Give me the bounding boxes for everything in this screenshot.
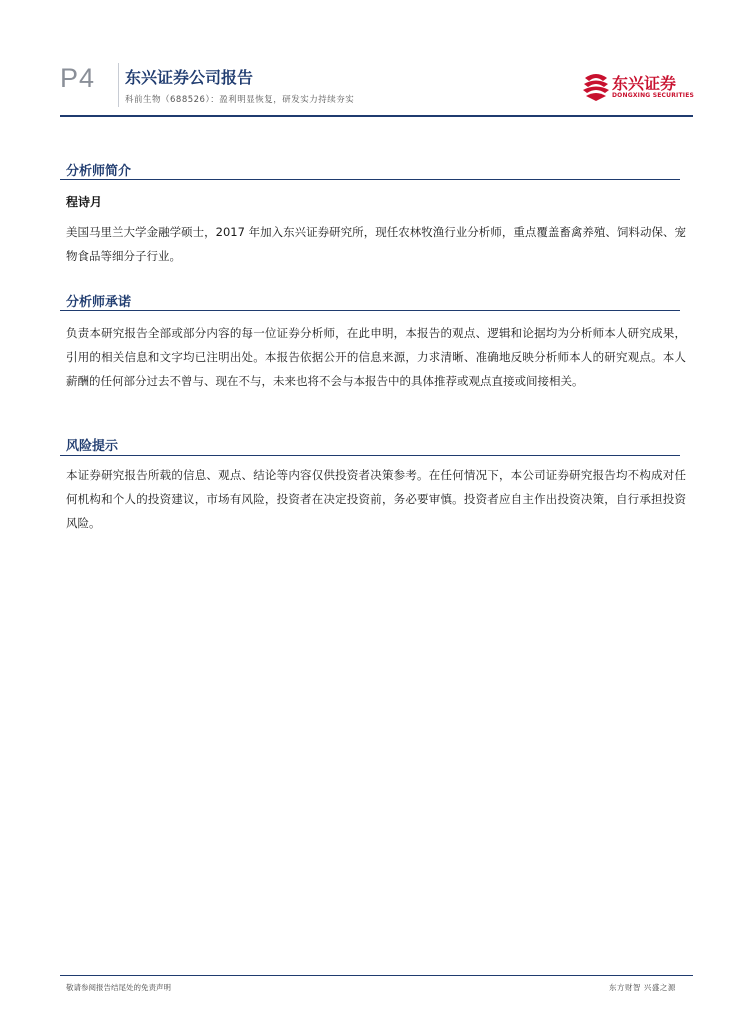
section-title-analyst-commitment: 分析师承诺 xyxy=(66,295,132,310)
risk-warning-text: 本证券研究报告所载的信息、观点、结论等内容仅供投资者决策参考。在任何情况下，本公司证券研究报告均不构成对任何机构和个人的投资建议，市场有风险，投资者在决定投资前，务必要审慎。投资者应自主作出投资决策，自行承担投资风险。 xyxy=(66,468,686,530)
analyst-bio: 美国马里兰大学金融学硕士，2017 年加入东兴证券研究所，现任农林牧渔行业分析师，重点覆盖畜禽养殖、饲料动保、宠物食品等细分子行业。 xyxy=(66,225,686,263)
commitment-text: 负责本研究报告全部或部分内容的每一位证券分析师，在此申明，本报告的观点、逻辑和论据均为分析师本人研究成果，引用的相关信息和文字均已注明出处。本报告依据公开的信息来源，力求清晰、准确地反映分析师本人的研究观点。本人薪酬的任何部分过去不曾与、现在不与，未来也将不会与本报告中的具体推荐或观点直接或间接相关。 xyxy=(66,326,686,388)
header-rule xyxy=(60,115,693,117)
footer-disclaimer-note: 敬请参阅报告结尾处的免责声明 xyxy=(66,983,171,992)
section-rule xyxy=(60,455,680,456)
logo-text-en: DONGXING SECURITIES xyxy=(612,92,695,99)
page-number: P4 xyxy=(60,63,96,93)
report-title: 东兴证券公司报告 xyxy=(125,68,254,87)
section-rule xyxy=(60,179,680,180)
section-title-analyst-profile: 分析师简介 xyxy=(66,164,132,179)
section-rule xyxy=(60,310,680,311)
logo-text-cn: 东兴证券 xyxy=(612,74,677,93)
page-header xyxy=(0,0,755,120)
analyst-name: 程诗月 xyxy=(66,195,103,209)
dongxing-logo-icon xyxy=(582,70,610,102)
footer-rule xyxy=(60,975,693,976)
report-subtitle: 科前生物（688526）：盈利明显恢复，研发实力持续夯实 xyxy=(125,95,355,105)
company-logo xyxy=(582,70,697,104)
header-divider xyxy=(118,63,119,107)
section-title-risk-warning: 风险提示 xyxy=(66,439,119,454)
footer-slogan: 东方财智 兴盛之源 xyxy=(609,983,676,992)
